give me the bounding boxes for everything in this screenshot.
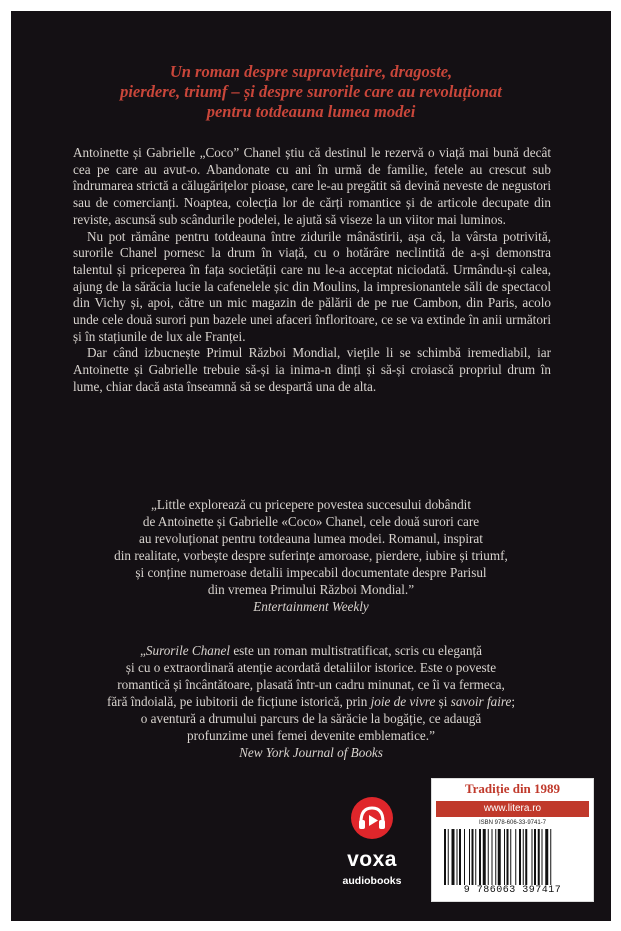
barcode-number: 9 786063 397417: [463, 885, 562, 896]
barcode-bar: [457, 829, 458, 885]
barcode-bar: [488, 829, 489, 885]
quote-line: romantică și încântătoare, plasată într-un cadru minunat, ce îi va fermeca,: [117, 677, 505, 692]
quote-text: „: [140, 643, 146, 658]
tagline: [111, 62, 511, 122]
quote-text: este un roman multistratificat, scris cu eleganță: [230, 643, 482, 658]
voxa-subtitle: audiobooks: [342, 875, 402, 887]
barcode-bar: [459, 829, 461, 885]
barcode-bar: [483, 829, 486, 885]
tagline-line: pierdere, triumf – și despre surorile care au revoluționat: [120, 82, 502, 101]
barcode-bar: [550, 829, 551, 885]
quote-line: din realitate, vorbește despre suferințe amoroase, pierdere, iubire și triumf,: [114, 548, 508, 563]
quote-line: au revoluționat pentru totdeauna lumea modei. Romanul, inspirat: [139, 531, 483, 546]
barcode-bar: [444, 829, 446, 885]
barcode-bar: [534, 829, 536, 885]
barcode-bar: [515, 829, 516, 885]
quote-text: ;: [511, 694, 516, 709]
barcode-bar: [495, 829, 496, 885]
tagline-line: pentru totdeauna lumea modei: [206, 102, 416, 121]
barcode-panel: [431, 778, 594, 902]
barcode-bar: [510, 829, 511, 885]
synopsis-paragraph: Nu pot rămâne pentru totdeauna între zidurile mânăstirii, așa că, la vârsta potrivită, surorile Chanel pornesc la drum în viață, cu o hotărâre neclintită de a-și demonstra talentul și priceperea în fața societății care nu le-a acceptat niciodată. Urmându-și calea, ajung de la sărăcia lucie la cafenelele șic din Moulins, la impresionantele săli de spectacol din Vichy și, apoi, către un mic magazin de pălării de pe rue Cambon, din Paris, acolo unde cele două surori pun bazele unei afaceri înfloritoare, ce se va extinde în anii următori și în stațiunile de lux ale Franței.: [73, 228, 551, 344]
barcode-bar: [542, 829, 543, 885]
barcode-bar: [525, 829, 527, 885]
barcode-bar: [479, 829, 481, 885]
voxa-headphones-icon: [350, 796, 394, 840]
book-title: Surorile Chanel: [145, 643, 231, 658]
barcode-bar: [498, 829, 501, 885]
back-cover: [11, 11, 611, 921]
quote-source: New York Journal of Books: [239, 745, 383, 760]
synopsis: [73, 145, 551, 396]
barcode-bar: [519, 829, 521, 885]
barcode-bar: [448, 829, 449, 885]
barcode-bar: [469, 829, 470, 885]
quote-italic: savoir faire: [450, 694, 512, 709]
barcode-bar: [452, 829, 455, 885]
quote-source: Entertainment Weekly: [253, 599, 369, 614]
publisher-url: www.litera.ro: [436, 801, 589, 817]
barcode-bar: [523, 829, 524, 885]
quote-line: [81, 642, 541, 659]
quote-line: „Little explorează cu pricepere povestea succesului dobândit: [150, 497, 472, 512]
synopsis-paragraph: Antoinette și Gabrielle „Coco” Chanel știu că destinul le rezervă o viață mai bună decât cea pe care au avut-o. Abandonate cu ani în urmă de familie, fetele au crescut sub îndrumarea strictă a călugărițelor pioase, care le-au pregătit să devină neveste de negustori sau de comercianți. Noaptea, colecția lor de cărți romantice și de articole decupate din reviste, ascunsă sub scândurile podelei, le ajută să viseze la un viitor mai luminos.: [73, 145, 551, 227]
barcode-bar: [545, 829, 548, 885]
barcode-bar: [504, 829, 505, 885]
quote-line: și cu o extraordinară atenție acordată detaliilor istorice. Este o poveste: [125, 660, 497, 675]
barcode-bar: [464, 829, 465, 885]
quote-line: o aventură a drumului parcurs de la sărăcie la bogăție, ce adaugă: [140, 711, 482, 726]
isbn-text: ISBN 978-606-33-9741-7: [478, 820, 547, 826]
barcode-bars: [442, 829, 583, 885]
barcode-bar: [492, 829, 493, 885]
barcode-bar: [507, 829, 509, 885]
quote-line: din vremea Primului Război Mondial.”: [207, 582, 415, 597]
synopsis-paragraph: Dar când izbucnește Primul Război Mondial, viețile li se schimbă iremediabil, iar Antoinette și Gabrielle trebuie să-și ia inima-n dinți și să-și croiască propriul drum în lume, chiar dacă asta înseamnă să se despartă una de alta.: [73, 345, 551, 394]
quote-line: profunzime unei femei devenite emblematice.”: [187, 728, 435, 743]
voxa-wordmark: voxa: [347, 848, 397, 871]
quote-line: de Antoinette și Gabrielle «Coco» Chanel, cele două surori care: [142, 514, 480, 529]
barcode-bar: [538, 829, 540, 885]
review-quote-entertainment-weekly: [81, 496, 541, 615]
review-quote-ny-journal-of-books: [81, 642, 541, 761]
tagline-line: Un roman despre supraviețuire, dragoste,: [169, 62, 453, 81]
quote-italic: joie de vivre: [370, 694, 436, 709]
quote-text: și: [435, 694, 451, 709]
barcode-bar: [475, 829, 476, 885]
tradition-label: Tradiție din 1989: [432, 779, 593, 799]
barcode-bar: [472, 829, 474, 885]
barcode-bar: [532, 829, 533, 885]
quote-line: și conține numeroase detalii impecabil documentate despre Parisul: [135, 565, 487, 580]
quote-text: fără îndoială, pe iubitorii de ficțiune istorică, prin: [106, 694, 371, 709]
quote-line: [81, 693, 541, 710]
